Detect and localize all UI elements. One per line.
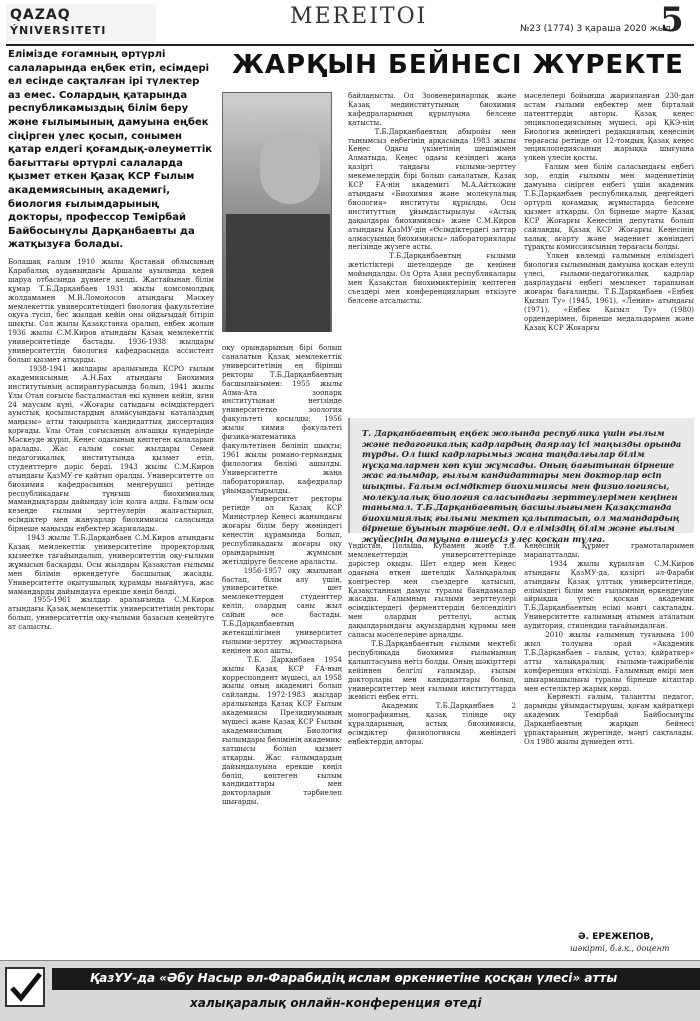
banner-title-line2[interactable]: халықаралық онлайн-конференция өтеді bbox=[190, 996, 482, 1010]
article-column-2: оқу орындарының бірі болып саналатын Қазақ мемлекеттік университетінің ең бірінші ректоры Т.Б.Дарқанбаевтың басшылығымен: 1955 жылы Алма-Ата зоопарк институтынан негізінде университетке зоология факультеті қосылды; 1956 жылы химия факультеті физика-математика факультетінен бөлініп шықты; 1961 жылы романо-германдық филология бөлімі ашылды. Университетте жаңа лабораториялар, кафедралар ұйымдастырылды. Университет ректоры ретінде ол Қазақ КСР Министрлер Кеңесі жанындағы жоғары білім беру жөніндегі кеңестің құрамында болып, республикадағы жоғары оқу орындарының жұмысын жетілдіруге белсене араласты. 1956-1957 оқу жылынан бастап, білім алу үшін, университетке шет мемлекеттерден студенттер келіп, олардың саны жыл сайын өсе бастады. Т.Б.Дарқанбаевтың жетекшілігімен университет ғылыми-зерттеу жұмыстарына кеңінен жол ашты. Т.Б. Дарқанбаев 1954 жылы Қазақ КСР ҒА-ның корреспондент мүшесі, ал 1958 жылы оның академигі болып сайланды. 1972-1983 жылдар аралығында Қазақ КСР Ғылым академиясы Президиумының мүшесі және Қазақ КСР Ғылым академиясының Биология ғылымдары бөлімінің академик-хатшысы болып қызмет атқарды. Жас ғалымдардың дайындалуына ерекше көңіл бөліп, көптеген ғылым кандидаттары мен докторларын тәрбиелеп шығарды. bbox=[222, 344, 342, 807]
author-role: шәкірті, б.ғ.к., доцент bbox=[570, 944, 670, 953]
banner-title-line1[interactable]: ҚазҰУ-да «Әбу Насыр әл-Фарабидің ислам өркениетіне қосқан үлесі» атты bbox=[90, 971, 618, 985]
article-column-6: Кеңесінің Құрмет грамоталарымен марапатталды. 1934 жылы құрылған С.М.Киров атындағы ҚазМУ-да, қазіргі әл-Фараби атындағы Қазақ ұлттық университетінде, еліміздегі білім мен ғылымның өркендеуіне айрықша үлес қосқан академик Т.Б.Дарқанбаевтың есімі мәңгі сақталады. Университетте ғалымның атымен аталатын аудитория, стипендия тағайындалған. 2010 жылы ғалымның туғанына 100 жыл толуына орай «Академик Т.Б.Дарқанбаев – ғалым, ұстаз, қайраткер» атты халықаралық ғылыми-тәжірибелік конференция өткізілді. Ғалымның өмірі мен шығармашылығы туралы бірнеше кітаптар мен естеліктер жарық көрді. Көрнекті ғалым, талантты педагог, дарынды ұйымдастырушы, қоғам қайраткері академик Темірбай Байбосынұлы Дарқанбаевтың жарқын бейнесі ұрпақтарының жүрегінде, мәңгі сақталады. Ол 1980 жылы дүниеден өтті. bbox=[524, 542, 694, 746]
logo-line1: QAZAQ bbox=[10, 7, 71, 23]
headline: ЖАРҚЫН БЕЙНЕСІ ЖҮРЕКТЕ bbox=[232, 50, 684, 80]
article-column-1: Болашақ ғалым 1910 жылы Қостанай облысының Қарабалық ауданындағы Аршалы ауылында кедей шаруа отбасында дүниеге келді. Жастайынан білім құмар Т.Б.Дарқанбаев 1931 жылы комсомолдық жолдамамен М.В.Ломоносов атындағы Мәскеу мемлекеттік университетіндегі биология факультетіне оқуға түсіп, бес жылдан кейін оны ойдағыдай бітіріп шықты. Сол жылы Қазақстанға оралып, еңбек жолын 1936 жылы С.М.Киров атындағы Қазақ мемлекеттік университетінде бастады. 1936-1938 жылдары университеттің биология кафедрасында ассистент болып қызмет атқарды. 1938-1941 жылдары аралығында КСРО ғылым академиясының А.Н.Бах атындағы Биохимия институтының аспирантурасында болып, 1941 жылы Ұлы Отан соғысы басталмастан екі күннен кейін, яғни 24 маусым күні, «Жоғары сатыдағы өсімдіктердегі ауыстық қосылыстардың алмасуындағы каталаздың маңызы» атты тақырыпта кандидаттық диссертация қорғады. Ұлы Отан соғысының алғашқы күндерінде Мәскеуде жүріп, Кеңес одағының көптеген қалаларын аралады. Жас ғалым соғыс жылдары Семей педагогикалық институтында қызмет етіп, студенттерге дәріс берді. 1943 жылы С.М.Киров атындағы ҚазМУ-ге қайтып оралды. Университетте ол биохимия кафедрасының меңгерушісі ретінде республикадағы тұңғыш биохимиялық мамандықтарды дайындау ісін қолға алды. Ғалым осы кезеңде ғылыми зерттеулерін жалғастырып, өсімдіктер мен жануарлар биохимиясы саласында бірнеше маңызды еңбектер жариялады. 1943 жылы Т.Б.Дарқанбаев С.М.Киров атындағы Қазақ мемлекеттік университетіне проректорлық қызметке тағайындалып, университеттің оқу-ғылыми жұмысын басқарды. Осы жылдары Қазақстан ғылымы мен білімін өркендетуге басшылық жасады. Университетте оқытушылық құрамды нығайтуға, жас мамандарды дайындауға ерекше көңіл бөлді. 1955-1961 жылдар аралығында С.М.Киров атындағы Қазақ мемлекеттік университетінің ректоры болып, университеттің оқу-ғылыми базасын кеңейтуге ат салысты. bbox=[8, 258, 214, 632]
announcement-banner bbox=[0, 960, 700, 1021]
logo-line2: ÝNIVERSITETI bbox=[10, 24, 107, 37]
article-column-5: Үндістан, Польша, Кубамен және т.б. мемлекеттердің университеттерінде дәрістер оқыды. Шет елдер мен Кеңес одағына өткен шетелдік Халықаралық конгрестер мен съездерге қатысып, Қазақстанның дамуы туралы баяндамалар жасады. Ғалымның ғылыми зерттеулері өсімдіктердегі ферменттердің белсенділігі мен олардың реттелуі, астық дақылдарындағы ақуыздардың құрамы мен сапасы мәселелеріне арналды. Т.Б.Дарқанбаевтың ғылыми мектебі республикада биохимия ғылымының қалыптасуына негіз болды. Оның шәкірттері кейіннен белгілі ғалымдар, ғылым докторлары мен кандидаттары болып, университеттер мен ғылыми институттарда жемісті еңбек етті. Академик Т.Б.Дарқанбаев 2 монографияның, қазақ тілінде оқу құралдарының, астық биохимиясы, өсімдіктер физиологиясы жөніндегі еңбектердің авторы. bbox=[348, 542, 516, 746]
article-column-4: мәселелері бойынша жарияланған 230-дан астам ғылыми еңбектер мен бірталай патенттердің авторы. Қазақ кеңес энциклопедиясының мүшесі, әрі ҚКЭ-нің Биология жөніндегі редакциялық кеңесінің төрағасы ретінде ол 12-томдық Қазақ кеңес энциклопедиясының жарыққа шығуына үлкен үлесін қосты. Ғалым мен білім саласындағы еңбегі зор, елдің ғылымы мен мәдениетінің дамуына сіңірген еңбегі үшін академик Т.Б.Дарқанбаев республикалық деңгейдегі әртүрлі қоғамдық жұмыстарда белсене қызмет атқарды. Ол бірнеше мәрте Қазақ КСР Жоғарғы Кеңесінің депутаты болып сайланды, Қазақ КСР Жоғарғы Кеңесінің халық ағарту және мәдениет жөніндегі тұрақты комиссиясының төрағасы болды. Үлкен көлемді ғалымның еліміздегі биология ғылымының дамуына қосқан елеулі үлесі, ғылыми-педагогикалық кадрлар даярлаудағы еңбегі мемлекет тарапынан жоғары бағаланды. Т.Б.Дарқанбаев «Еңбек Қызыл Ту» (1945, 1961), «Ленин» атындағы (1971), «Еңбек Қызыл Ту» (1980) ордендерімен, бірнеше медальдармен және Қазақ КСР Жоғарғы bbox=[524, 92, 694, 332]
article-column-3: байланысты. Ол Зоовенеринарлық және Қазақ мединститутының биохимия кафедраларының құрылуына белсене қатысты. Т.Б.Дарқанбаевтың абыройы мен тынымсыз еңбегінің арқасында 1983 жылы Кеңес Одағы үкіметінің шешімімен Алматыда, Кеңес одағы кезіндегі жаңа қазіргі таңдағы ғылыми-зерттеу мекемелердің бірі болып саналатын, Қазақ КСР ҒА-нің академигі М.А.Айтхожин атындағы «Биохимия және молекулалық биология» институты құрылды. Осы институттың ұйымдастырылуы «Астық дақылдары биохимиясы» және С.М.Киров атындағы ҚазМУ-дің «Өсімдіктердегі заттар алмасуының биохимиясы» лабораториялары негізінде жүзеге асты. Т.Б.Дарқанбаевтың ғылыми жетістіктері шетелдерде де кеңінен мойындалды. Ол Орта Азия республикалары мен Қазақстан биохимиктерінің көптеген съездері мен конференцияларын өткізуге белсене атсалысты. bbox=[348, 92, 516, 305]
section-title: MEREITOI bbox=[290, 4, 428, 29]
portrait-suit bbox=[226, 214, 330, 332]
newspaper-logo bbox=[6, 4, 156, 42]
page-number: 5 bbox=[660, 0, 684, 40]
lead-paragraph: Елімізде ғогамның әртүрлі салаларында еңбек етіп, есімдері ел есінде сақталған ірі түлектер аз емес. Солардың қатарында республикамыздың білім беру және ғылымының дамуына еңбек сіңірген ұлес қосып, сонымен қатар елдегі қоғамдық-әлеуметтік бағыттағы әртүрлі салаларда қызмет еткен Қазақ КСР Ғылым академиясының академигі, биология ғылымдарының докторы, профессор Темірбай Байбосынұлы Дарқанбаевты да жатқызуға болады. bbox=[8, 49, 213, 251]
author-name: Ә. ЕРЕЖЕПОВ, bbox=[578, 932, 654, 942]
pull-quote: Т. Дарқанбаевтың еңбек жолында республика үшін ғылым және педагогикалық кадрлардың даярлау ісі маңызды орында тұрды. Ол ішкі кадрларымыз жана таңдалғылар білім нұсқамалармен көп күш жұмсады. Оның бағытынан бірнеше жас ғалымдар, ғылым кандидаттары мен докторлар өсіп шықты. Ғалым өсімдіктер биохимиясы мен физиологиясы, молекулалық биология саласындағы зерттеулерімен кеңінен танымал. Т.Б.Дарқанбаевтың басшылығымен Қазақстанда биохимиялық ғылыми мектеп қалыптасып, ол мамандардың бірнеше буынын тәрбиеледі. Ол еліміздің білім және ғылым жүйесінің дамуына өлшеусіз үлес қосқан тұлға. bbox=[348, 418, 694, 533]
issue-info: №23 (1774) 3 қараша 2020 жыл bbox=[520, 24, 671, 34]
portrait-face bbox=[260, 130, 320, 204]
checkmark-icon bbox=[4, 966, 46, 1008]
